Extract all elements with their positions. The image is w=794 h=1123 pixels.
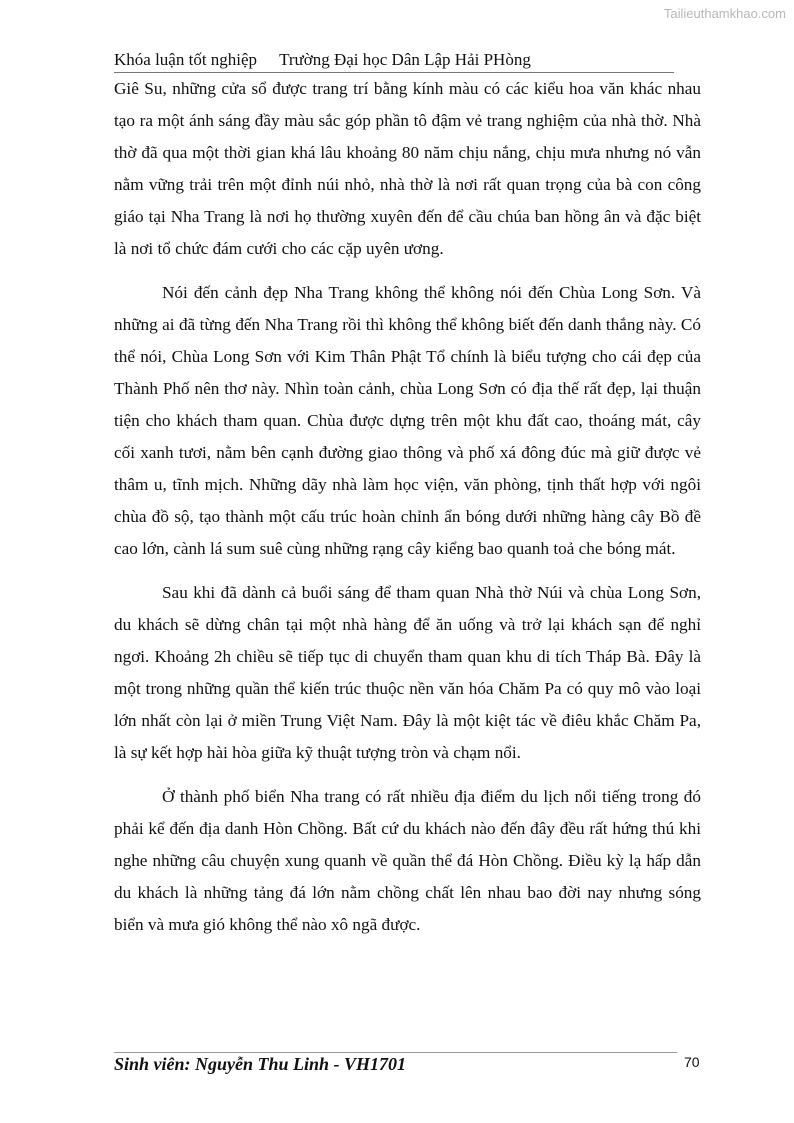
watermark: Tailieuthamkhao.com — [663, 6, 786, 21]
paragraph-thap-ba: Sau khi đã dành cả buổi sáng để tham quan Nhà thờ Núi và chùa Long Sơn, du khách sẽ dừng chân tại một nhà hàng để ăn uống và trở lại khách sạn để nghỉ ngơi. Khoảng 2h chiều sẽ tiếp tục di chuyển tham quan khu di tích Tháp Bà. Đây là một trong những quần thể kiến trúc thuộc nền văn hóa Chăm Pa có quy mô vào loại lớn nhất còn lại ở miền Trung Việt Nam. Đây là một kiệt tác về điêu khắc Chăm Pa, là sự kết hợp hài hòa giữa kỹ thuật tượng tròn và chạm nổi. — [114, 583, 701, 762]
page-number: 70 — [684, 1054, 700, 1070]
footer-author: Sinh viên: Nguyễn Thu Linh - VH1701 — [114, 1054, 407, 1074]
paragraph-long-son-pagoda: Nói đến cảnh đẹp Nha Trang không thể không nói đến Chùa Long Sơn. Và những ai đã từng đến Nha Trang rồi thì không thể không biết đến danh thắng này. Có thể nói, Chùa Long Sơn với Kim Thân Phật Tổ chính là biểu tượng cho cái đẹp của Thành Phố nên thơ này. Nhìn toàn cảnh, chùa Long Sơn có địa thế rất đẹp, lại thuận tiện cho khách tham quan. Chùa được dựng trên một khu đất cao, thoáng mát, cây cối xanh tươi, nằm bên cạnh đường giao thông và phố xá đông đúc mà giữ được vẻ thâm u, tĩnh mịch. Những dãy nhà làm học viện, văn phòng, tịnh thất hợp với ngôi chùa đồ sộ, tạo thành một cấu trúc hoàn chỉnh ẩn bóng dưới những hàng cây Bồ đề cao lớn, cành lá sum suê cùng những rạng cây kiểng bao quanh toả che bóng mát. — [114, 283, 701, 558]
header-university: Trường Đại học Dân Lập Hải PHòng — [279, 50, 531, 69]
page-header — [114, 50, 674, 70]
paragraph-hon-chong: Ở thành phố biển Nha trang có rất nhiều địa điểm du lịch nổi tiếng trong đó phải kể đến địa danh Hòn Chồng. Bất cứ du khách nào đến đây đều rất hứng thú khi nghe những câu chuyện xung quanh về quần thể đá Hòn Chồng. Điều kỳ lạ hấp dẫn du khách là những tảng đá lớn nằm chồng chất lên nhau bao đời nay nhưng sóng biển và mưa gió không thể nào xô ngã được. — [114, 787, 701, 934]
paragraph-cathedral: Giê Su, những cửa sổ được trang trí bằng kính màu có các kiểu hoa văn khác nhau tạo ra một ánh sáng đầy màu sắc góp phần tô đậm vẻ trang nghiệm của nhà thờ. Nhà thờ đã qua một thời gian khá lâu khoảng 80 năm chịu nắng, chịu mưa nhưng nó vẫn nằm vững trải trên một đỉnh núi nhỏ, nhà thờ là nơi rất quan trọng của bà con công giáo tại Nha Trang là nơi họ thường xuyên đến để cầu chúa ban hồng ân và đặc biệt là nơi tổ chức đám cưới cho các cặp uyên ương. — [114, 79, 701, 258]
body-text — [114, 73, 701, 941]
header-thesis-label: Khóa luận tốt nghiệp — [114, 50, 258, 69]
footer-divider — [114, 1052, 677, 1053]
